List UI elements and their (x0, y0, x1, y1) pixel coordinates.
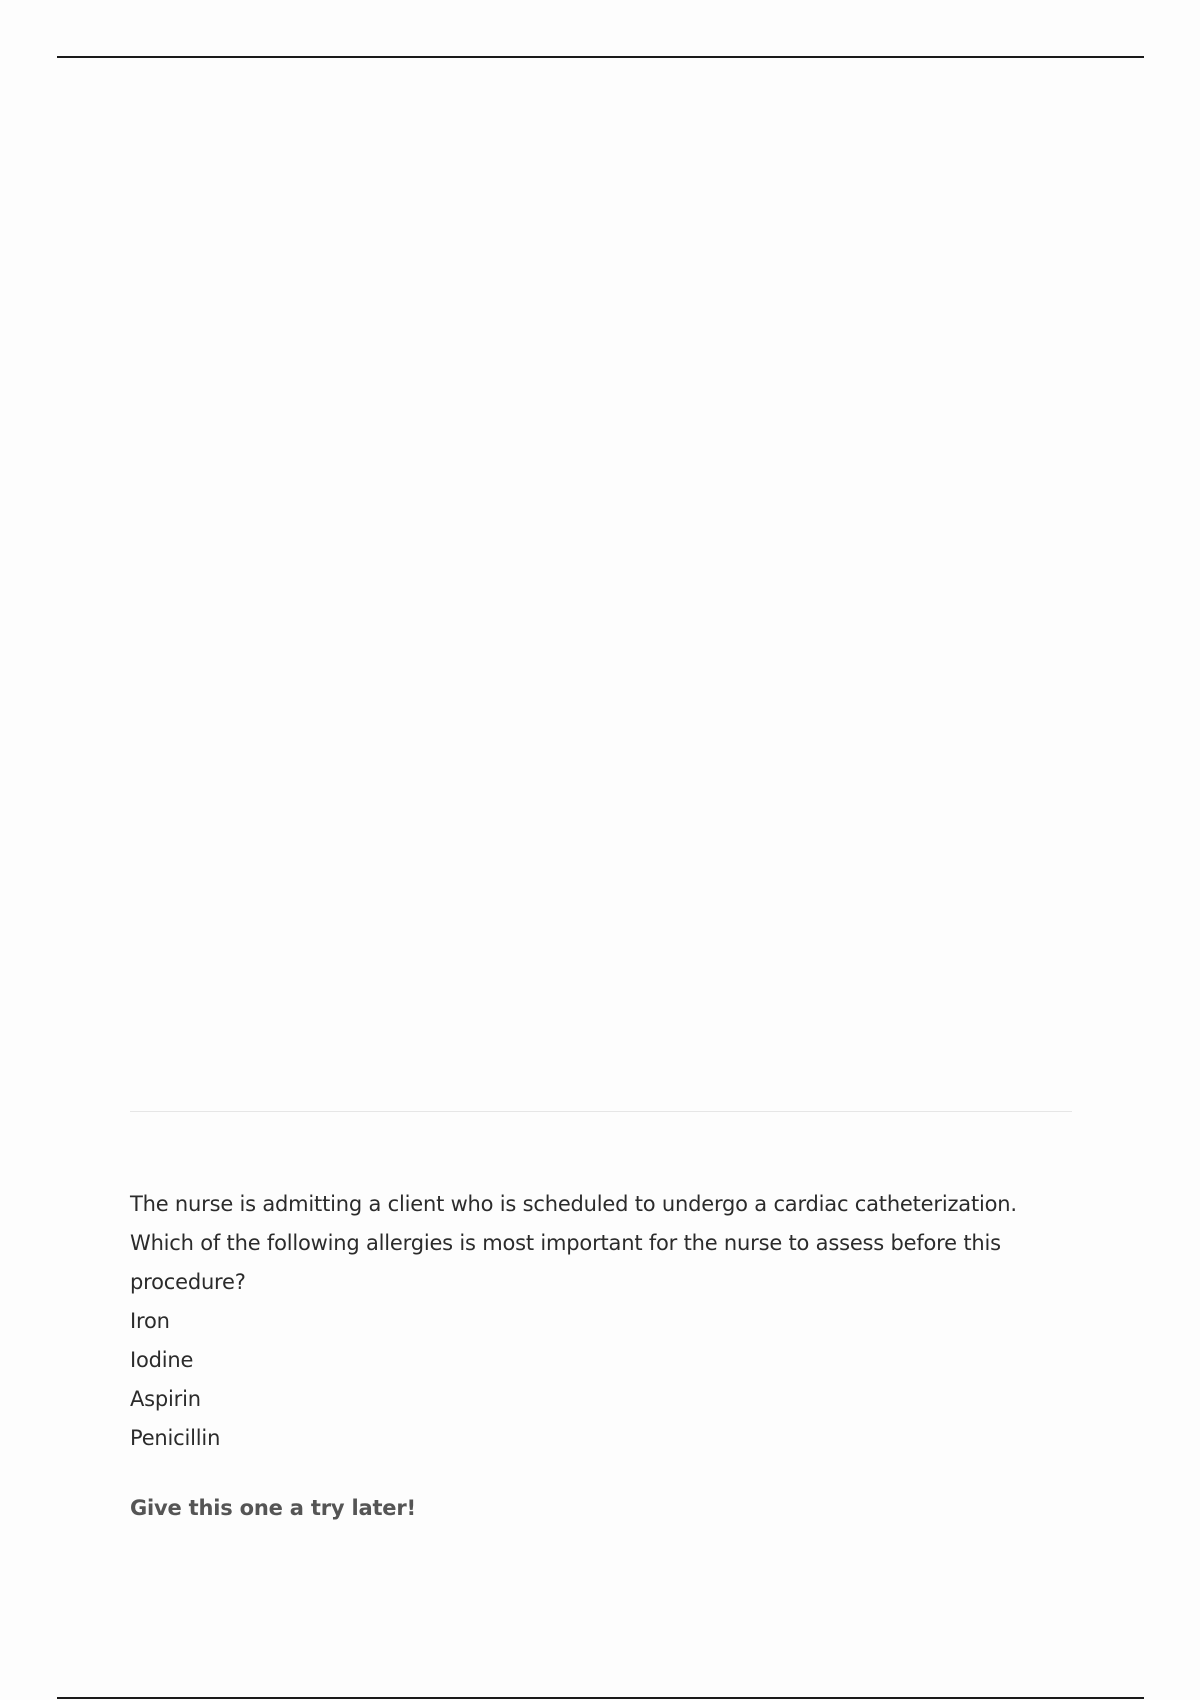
answer-option-iodine[interactable]: Iodine (130, 1348, 194, 1372)
answer-option-iron[interactable]: Iron (130, 1309, 170, 1333)
answer-option-penicillin[interactable]: Penicillin (130, 1426, 221, 1450)
page-bottom-rule (57, 1697, 1144, 1699)
page-top-rule (57, 56, 1144, 58)
answer-options (130, 1302, 1080, 1458)
try-later-hint: Give this one a try later! (130, 1496, 416, 1520)
section-divider (130, 1111, 1072, 1112)
answer-option-aspirin[interactable]: Aspirin (130, 1387, 201, 1411)
question-text: The nurse is admitting a client who is scheduled to undergo a cardiac catheterization. Which of the following allergies is most important for the nurse to assess before this procedure? (130, 1192, 1017, 1294)
question-card (130, 1185, 1080, 1523)
